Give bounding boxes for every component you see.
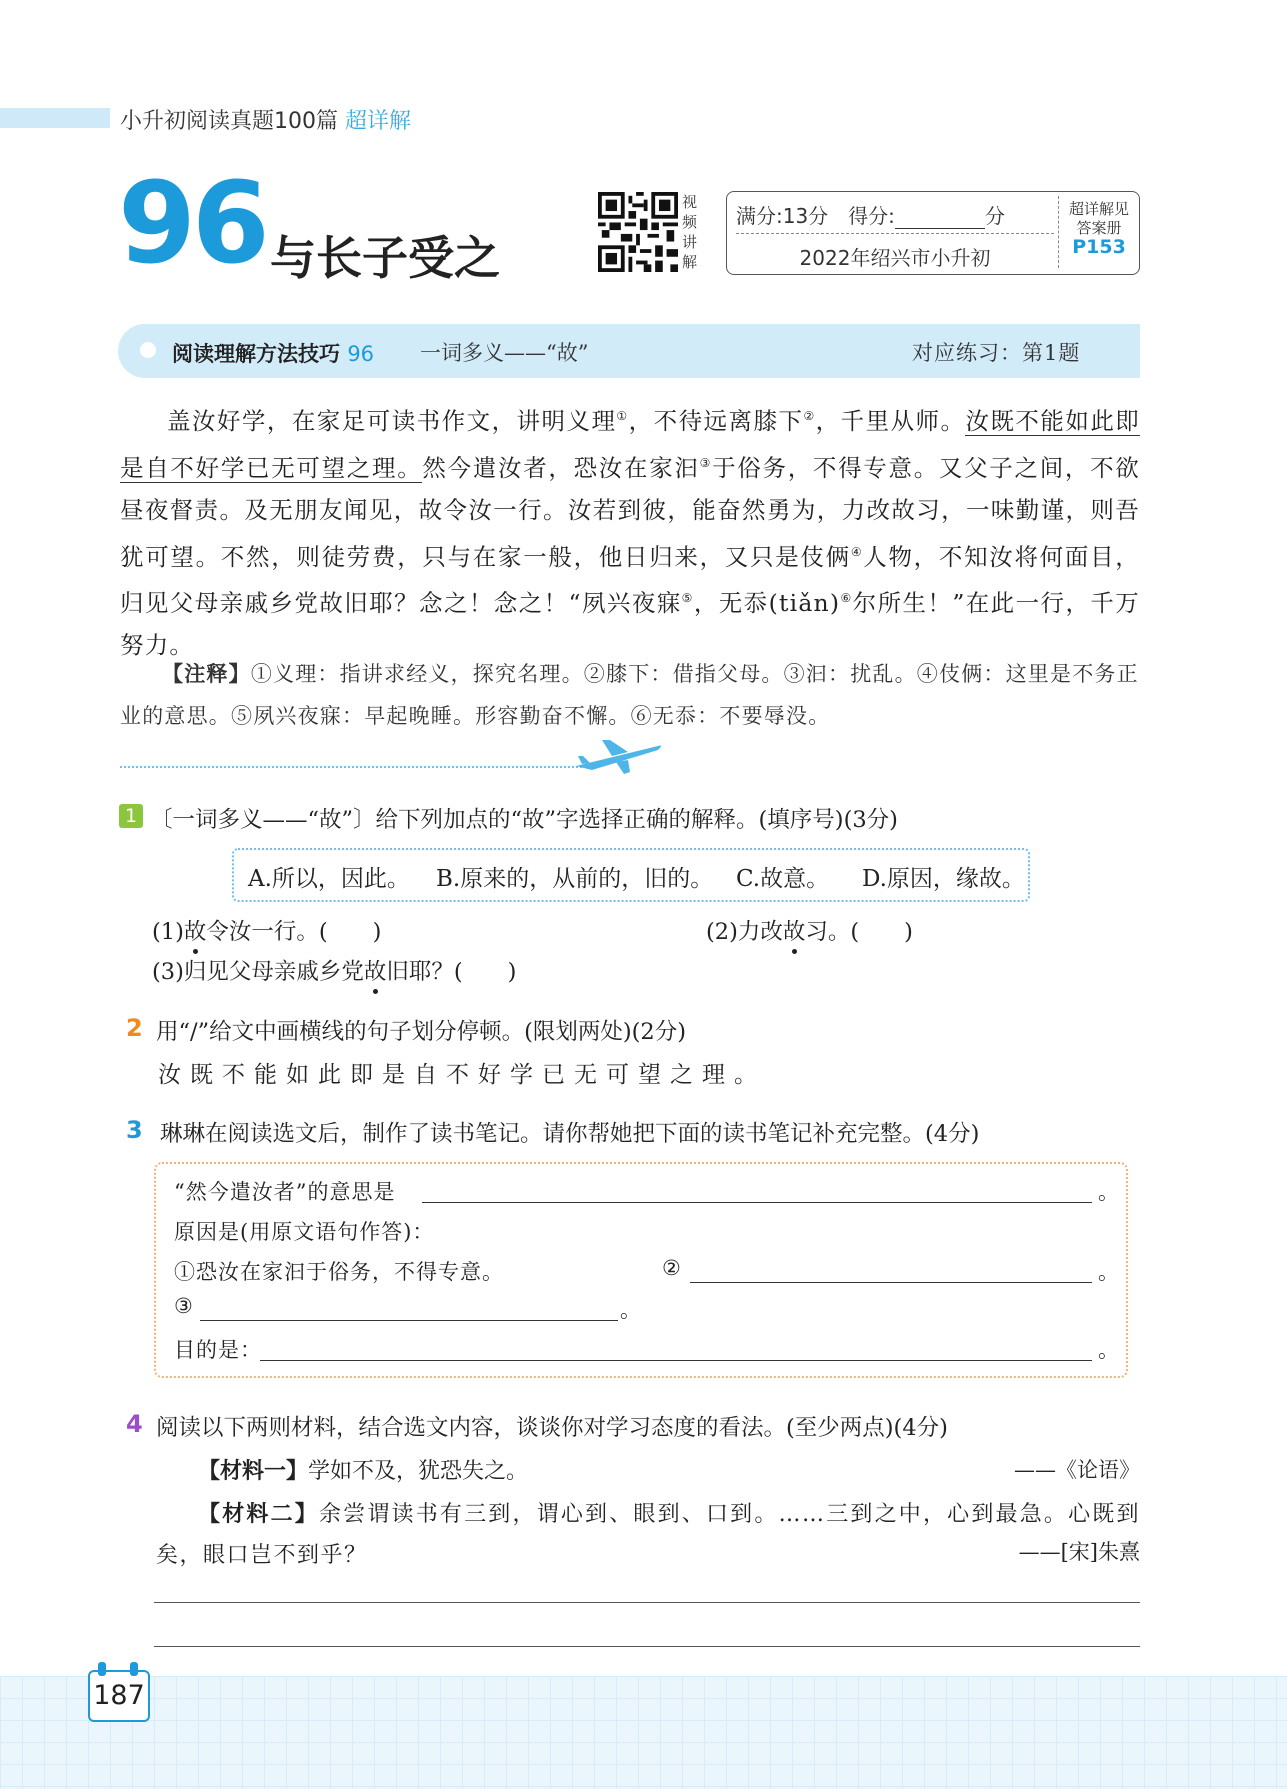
question-4-number: 4 (126, 1410, 143, 1438)
reason-1: ①恐汝在家汩于俗务，不得专意。 (174, 1260, 504, 1284)
passage: 盖汝好学，在家足可读书作文，讲明义理①，不待远离膝下②，千里从师。汝既不能如此即是自不好学已无可望之理。然今遣汝者，恐汝在家汩③于俗务，不得专意。又父子之间，不欲昼夜督责。及无朋友闻见，故令汝一行。汝若到彼，能奋然勇为，力改故习，一味勤谨，则吾犹可望。不然，则徒劳费，只与在家一般，他日归来，又只是伎俩④人物，不知汝将何面目，归见父母亲戚乡党故旧耶？念之！念之！“夙兴夜寐⑤，无忝(tiǎn)⑥尔所生！”在此一行，千万努力。 (120, 406, 1140, 660)
period: 。 (620, 1298, 642, 1322)
score-vdivider (1058, 196, 1059, 268)
notes-label: 【注释】 (162, 662, 251, 686)
book-title: 小升初阅读真题100篇 超详解 (120, 109, 412, 134)
answer-page: P153 (1072, 236, 1126, 258)
notes: 【注释】①义理：指讲求经义，探究名理。②膝下：借指父母。③汩：扰乱。④伎俩：这里是不务正业的意思。⑤夙兴夜寐：早起晚睡。形容勤奋不懈。⑥无忝：不要辱没。 (120, 662, 1139, 728)
notes-line-meaning: “然今遣汝者”的意思是 (174, 1180, 396, 1204)
answer-line-reason-2[interactable] (690, 1282, 1092, 1283)
material-2-source: ——[宋]朱熹 (1018, 1540, 1140, 1564)
answer-line-purpose[interactable] (260, 1360, 1092, 1361)
method-topic: 一词多义——“故” (420, 341, 589, 365)
lesson-title: 与长子受之 (270, 231, 500, 285)
period: 。 (1098, 1260, 1120, 1284)
answer-line-meaning[interactable] (422, 1202, 1092, 1203)
question-1-text: 〔一词多义——“故”〕给下列加点的“故”字选择正确的解释。(填序号)(3分) (150, 807, 898, 833)
notes-line-reason: 原因是(用原文语句作答)： (174, 1220, 435, 1244)
header-strip (0, 108, 110, 128)
option-b: B.原来的，从前的，旧的。 (436, 866, 714, 892)
underlined-sentence: 汝既不能如此即是自不好学已无可望之理。 (120, 406, 1140, 482)
lesson-number: 96 (118, 159, 266, 289)
option-c: C.故意。 (736, 866, 830, 892)
airplane-icon (572, 736, 662, 776)
question-1-sub-1[interactable]: (1)故令汝一行。( ) (152, 919, 382, 945)
material-1: 【材料一】学如不及，犹恐失之。 (198, 1459, 529, 1484)
material-2: 【材料二】余尝谓读书有三到，谓心到、眼到、口到。……三到之中，心到最急。心既到矣，眼口岂不到乎？ (156, 1502, 1140, 1568)
question-3-number: 3 (126, 1116, 143, 1144)
question-1-sub-2[interactable]: (2)力改故习。( ) (706, 919, 913, 945)
qr-code-icon[interactable] (598, 192, 678, 272)
question-2-sentence[interactable]: 汝既不能如此即是自不好学已无可望之理。 (158, 1062, 766, 1088)
footer-grid (0, 1676, 1287, 1789)
question-3-text: 琳琳在阅读选文后，制作了读书笔记。请你帮她把下面的读书笔记补充完整。(4分) (160, 1121, 980, 1147)
method-practice: 对应练习：第1题 (912, 341, 1081, 365)
question-2-number: 2 (126, 1014, 143, 1042)
answer-reference: 超详解见 答案册 P153 (1060, 200, 1138, 257)
method-number: 96 (347, 342, 375, 366)
answer-line-1[interactable] (154, 1602, 1140, 1603)
answer-line-2[interactable] (154, 1646, 1140, 1647)
period: 。 (1098, 1180, 1120, 1204)
calendar-ring (130, 1662, 138, 1676)
question-4-text: 阅读以下两则材料，结合选文内容，谈谈你对学习态度的看法。(至少两点)(4分) (156, 1415, 948, 1441)
book-subtitle: 超详解 (345, 109, 412, 134)
reading-notes-box (154, 1162, 1128, 1378)
score-line: 满分:13分 得分: 分 (736, 204, 1005, 228)
divider-line (120, 766, 590, 768)
period: 。 (1098, 1338, 1120, 1362)
page-number: 187 (93, 1680, 145, 1711)
option-a: A.所以，因此。 (248, 866, 410, 892)
score-blank[interactable] (895, 210, 985, 229)
answer-line-reason-3[interactable] (200, 1320, 618, 1321)
question-1-options (232, 848, 1030, 902)
question-1-sub-3[interactable]: (3)归见父母亲戚乡党故旧耶？( ) (152, 959, 517, 985)
method-dot-icon (140, 342, 156, 358)
method-label: 阅读理解方法技巧 96 (172, 342, 375, 366)
option-d: D.原因，缘故。 (862, 866, 1025, 892)
reason-3-label: ③ (174, 1294, 194, 1318)
question-2-text: 用“/”给文中画横线的句子划分停顿。(限划两处)(2分) (156, 1019, 687, 1045)
exam-source: 2022年绍兴市小升初 (799, 246, 991, 270)
calendar-ring (98, 1662, 106, 1676)
qr-label: 视 频 讲 解 (682, 193, 698, 271)
material-1-source: ——《论语》 (1014, 1458, 1140, 1482)
question-1-number: 1 (119, 804, 143, 828)
purpose-label: 目的是： (174, 1338, 262, 1362)
reason-2-label: ② (662, 1256, 682, 1280)
score-divider (736, 233, 1054, 234)
